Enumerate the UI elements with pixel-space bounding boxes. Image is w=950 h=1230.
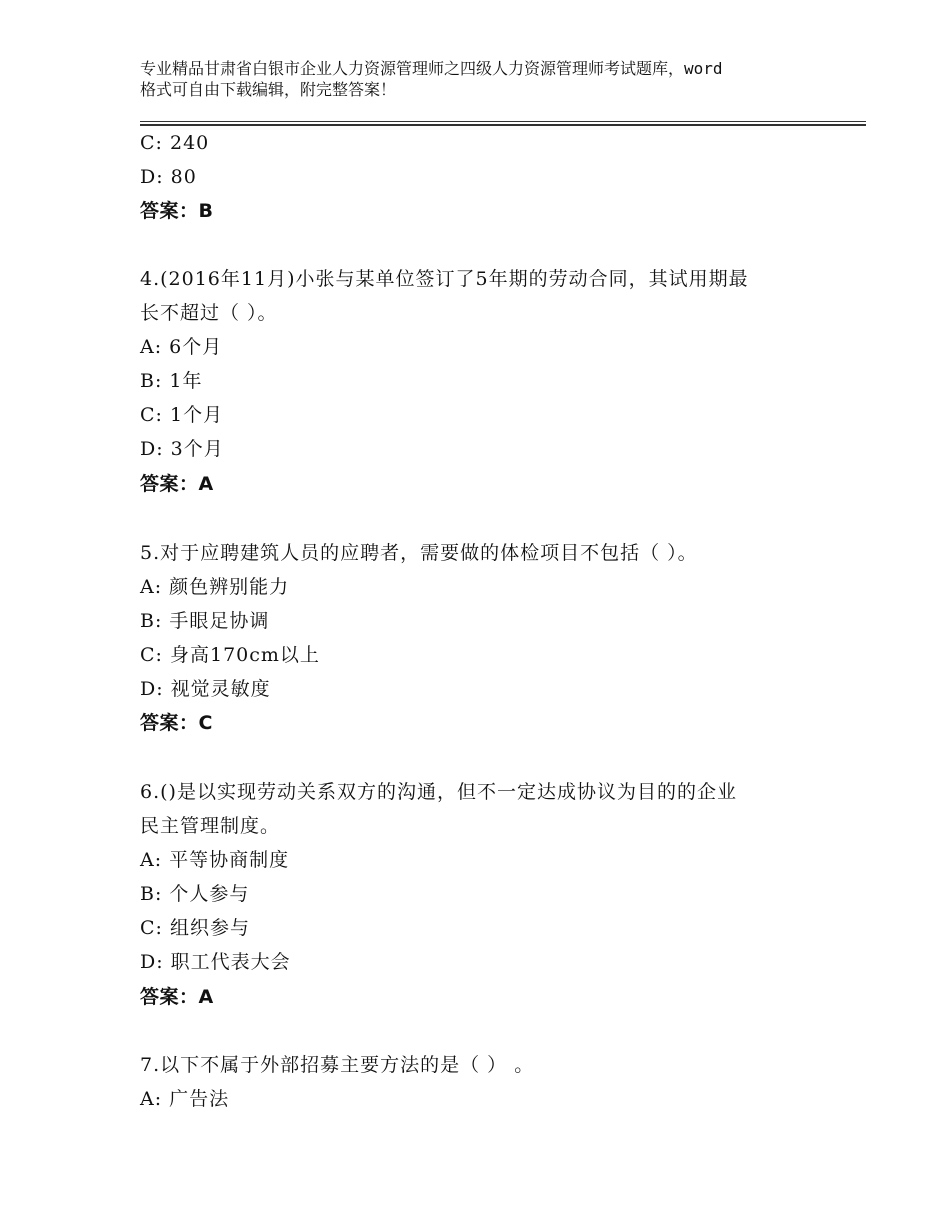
header-divider-thin xyxy=(140,121,866,122)
q4-stem-line-1: 4.(2016年11月)小张与某单位签订了5年期的劳动合同，其试用期最 xyxy=(140,268,749,290)
q4-answer: 答案：A xyxy=(140,473,214,495)
q3-answer: 答案：B xyxy=(140,200,214,222)
q5-stem-line-1: 5.对于应聘建筑人员的应聘者，需要做的体检项目不包括（ ）。 xyxy=(140,542,698,564)
header-divider-thick xyxy=(140,124,866,126)
q6-answer: 答案：A xyxy=(140,986,214,1008)
q4-option-a: A: 6个月 xyxy=(140,336,223,358)
q4-option-d: D: 3个月 xyxy=(140,438,224,460)
header-title-line-1: 专业精品甘肃省白银市企业人力资源管理师之四级人力资源管理师考试题库，word xyxy=(140,59,723,78)
q5-answer: 答案：C xyxy=(140,712,213,734)
q5-option-b: B: 手眼足协调 xyxy=(140,610,270,632)
q5-option-a: A: 颜色辨别能力 xyxy=(140,576,290,598)
q3-option-d: D: 80 xyxy=(140,166,197,188)
document-header xyxy=(140,58,830,100)
q4-option-c: C: 1个月 xyxy=(140,404,224,426)
q3-option-c: C: 240 xyxy=(140,132,210,154)
q6-stem-line-2: 民主管理制度。 xyxy=(140,815,281,837)
q7-stem-line-1: 7.以下不属于外部招募主要方法的是（ ） 。 xyxy=(140,1054,535,1076)
q6-option-d: D: 职工代表大会 xyxy=(140,951,291,973)
q6-stem-line-1: 6.()是以实现劳动关系双方的沟通，但不一定达成协议为目的的企业 xyxy=(140,781,737,803)
q6-option-b: B: 个人参与 xyxy=(140,883,250,905)
q6-option-c: C: 组织参与 xyxy=(140,917,250,939)
q5-option-c: C: 身高170cm以上 xyxy=(140,644,320,666)
q4-option-b: B: 1年 xyxy=(140,370,203,392)
q4-stem-line-2: 长不超过（ ）。 xyxy=(140,302,278,324)
q5-option-d: D: 视觉灵敏度 xyxy=(140,678,271,700)
q6-option-a: A: 平等协商制度 xyxy=(140,849,290,871)
header-title-line-2: 格式可自由下载编辑，附完整答案！ xyxy=(140,80,397,99)
q7-option-a: A: 广告法 xyxy=(140,1088,230,1110)
